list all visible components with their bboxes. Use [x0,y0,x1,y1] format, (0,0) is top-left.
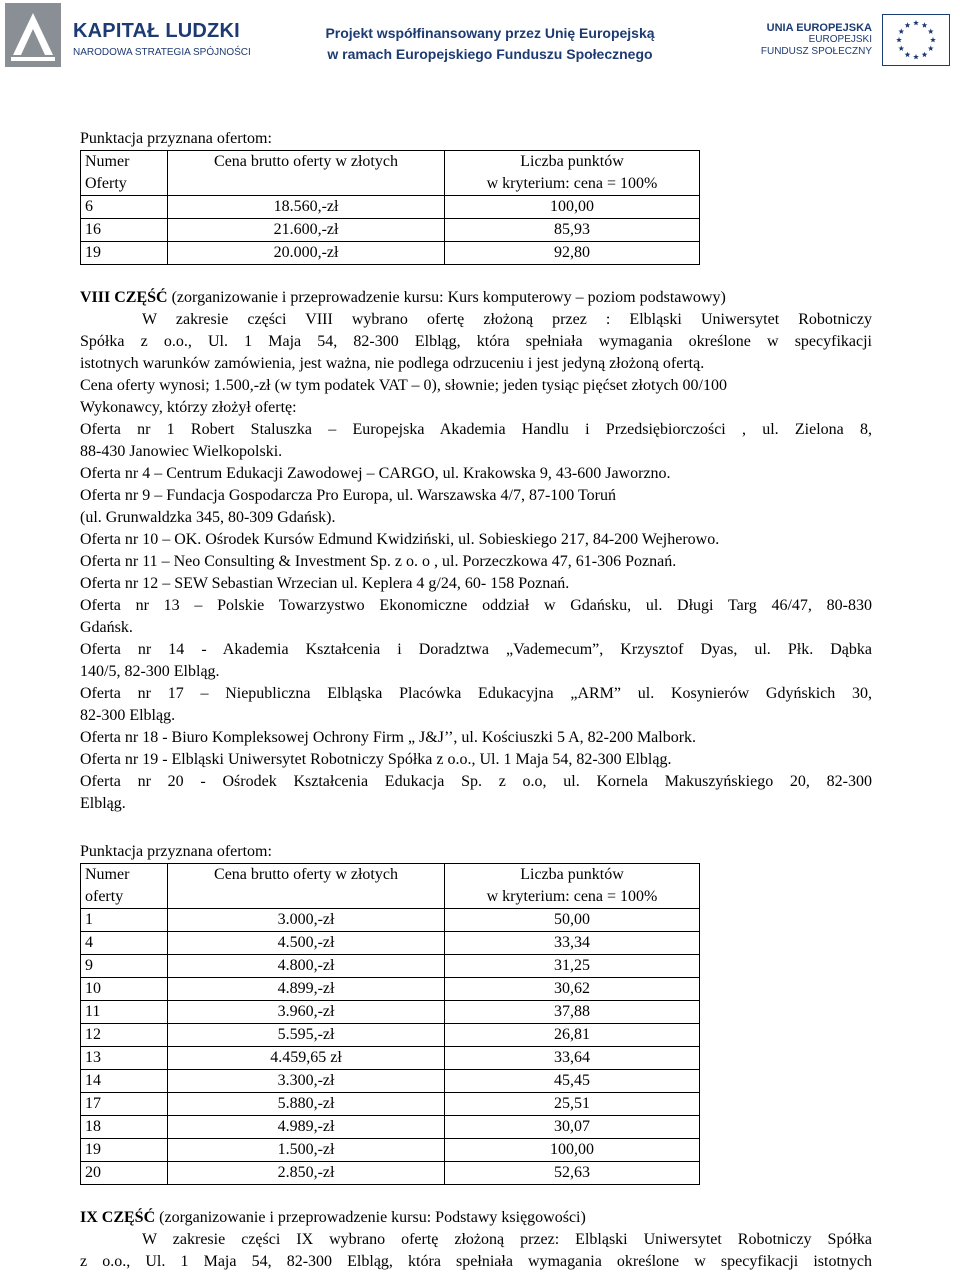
eu-line-3: FUNDUSZ SPOŁECZNY [760,46,872,57]
cell-points: 92,80 [445,242,700,265]
section9-heading-bold: IX CZĘŚĆ [80,1209,156,1226]
offer-line: Oferta nr 1 Robert Staluszka – Europejska Akademia Handlu i Przedsiębiorczości , ul. Zielona 8, [80,421,872,438]
offer-line: Oferta nr 9 – Fundacja Gospodarcza Pro Europa, ul. Warszawska 4/7, 87-100 Toruń [80,487,616,504]
cell-offer-number: 4 [81,932,168,955]
table-row [81,1116,700,1139]
section9-para-line: W zakresie części IX wybrano ofertę złożoną przez: Elbląski Uniwersytet Robotniczy Spółka [142,1231,872,1248]
funding-line-2: w ramach Europejskiego Funduszu Społecznego [327,46,653,62]
offer-line: 88-430 Janowiec Wielkopolski. [80,443,283,460]
header-text: oferty [85,888,124,905]
section8-para-line: W zakresie części VIII wybrano ofertę złożoną przez : Elbląski Uniwersytet Robotniczy [142,311,872,328]
cell-price: 4.800,-zł [168,955,445,978]
offer-line: Oferta nr 17 – Niepubliczna Elbląska Placówka Edukacyjna „ARM” ul. Kosynierów Gdyńskich 30, [80,685,872,702]
offer-line: Oferta nr 12 – SEW Sebastian Wrzecian ul. Keplera 4 g/24, 60- 158 Poznań. [80,575,570,592]
table-row [81,1139,700,1162]
section8-price-line: Cena oferty wynosi; 1.500,-zł (w tym podatek VAT – 0), słownie; jeden tysiąc pięćset złotych 00/100 [80,377,727,394]
cell-price: 21.600,-zł [168,219,445,242]
cell-offer-number: 1 [81,909,168,932]
header-text: Liczba punktów [520,153,624,170]
section9-heading [80,1207,872,1229]
cell-offer-number: 19 [81,1139,168,1162]
cell-offer-number: 17 [81,1093,168,1116]
table-row [81,932,700,955]
table-row [81,219,700,242]
cell-points: 37,88 [445,1001,700,1024]
header-text: Liczba punktów [520,866,624,883]
offer-line: (ul. Grunwaldzka 345, 80-309 Gdańsk). [80,509,336,526]
cell-points: 85,93 [445,219,700,242]
section9-heading-rest: (zorganizowanie i przeprowadzenie kursu: Podstawy księgowości) [155,1209,586,1226]
offers-list [80,419,872,815]
eu-line-2: EUROPEJSKI [808,34,872,45]
cell-price: 18.560,-zł [168,196,445,219]
eu-label [722,22,872,58]
table-row [81,1001,700,1024]
offer-line: Gdańsk. [80,619,133,636]
logo-title: KAPITAŁ LUDZKI [73,20,240,42]
offer-line: Oferta nr 10 – OK. Ośrodek Kursów Edmund Kwidziński, ul. Sobieskiego 217, 84-200 Wejherowo. [80,531,720,548]
cell-price: 4.459,65 zł [168,1047,445,1070]
cell-price: 3.000,-zł [168,909,445,932]
cell-price: 1.500,-zł [168,1139,445,1162]
cell-points: 50,00 [445,909,700,932]
scores-table-1 [80,150,700,265]
header-points [445,151,700,196]
cell-price: 4.899,-zł [168,978,445,1001]
cell-offer-number: 14 [81,1070,168,1093]
offer-line: Oferta nr 18 - Biuro Kompleksowej Ochrony Firm „ J&J’’, ul. Kościuszki 5 A, 82-200 Malbork. [80,729,697,746]
project-funding-note [300,23,680,65]
eu-flag-icon [882,14,950,66]
offer-line: Oferta nr 20 - Ośrodek Kształcenia Edukacja Sp. z o.o, ul. Kornela Makuszyńskiego 20, 82-300 [80,773,872,790]
header-offer-number [81,151,168,196]
kapital-ludzki-logo-icon [5,3,61,67]
cell-points: 30,62 [445,978,700,1001]
cell-points: 100,00 [445,196,700,219]
cell-offer-number: 10 [81,978,168,1001]
table-row [81,1047,700,1070]
cell-offer-number: 18 [81,1116,168,1139]
eu-line-1: UNIA EUROPEJSKA [766,22,872,34]
table-row [81,1024,700,1047]
cell-price: 5.880,-zł [168,1093,445,1116]
section8-heading-bold: VIII CZĘŚĆ [80,289,168,306]
section8-heading-rest: (zorganizowanie i przeprowadzenie kursu: Kurs komputerowy – poziom podstawowy) [167,289,726,306]
header-text: Oferty [85,175,127,192]
funding-line-1: Projekt współfinansowany przez Unię Europejską [325,25,655,41]
offer-line: Oferta nr 19 - Elbląski Uniwersytet Robotniczy Spółka z o.o., Ul. 1 Maja 54, 82-300 Elbląg. [80,751,672,768]
header-offer-number [81,864,168,909]
cell-points: 45,45 [445,1070,700,1093]
cell-offer-number: 6 [81,196,168,219]
document-body [80,128,872,1273]
header-text: w kryterium: cena = 100% [486,888,658,905]
table-row [81,909,700,932]
cell-offer-number: 20 [81,1162,168,1185]
cell-price: 20.000,-zł [168,242,445,265]
header-price: Cena brutto oferty w złotych [168,864,445,909]
cell-price: 4.500,-zł [168,932,445,955]
table-row [81,955,700,978]
cell-price: 2.850,-zł [168,1162,445,1185]
table-row [81,978,700,1001]
cell-price: 4.989,-zł [168,1116,445,1139]
table-row [81,1162,700,1185]
offer-line: 82-300 Elbląg. [80,707,176,724]
kapital-ludzki-logo [5,3,265,67]
section8-para-line: Spółka z o.o., Ul. 1 Maja 54, 82-300 Elbląg, która spełniała wymagania określone w specyfikacji [80,333,872,350]
page-header [0,0,960,82]
section8-para-line: istotnych warunków zamówienia, jest ważna, nie podlega odrzuceniu i jest jedyną złożoną ofertą. [80,355,705,372]
cell-points: 100,00 [445,1139,700,1162]
table-row [81,242,700,265]
table-header-row [81,864,700,909]
offer-line: Oferta nr 13 – Polskie Towarzystwo Ekonomiczne oddział w Gdańsku, ul. Długi Targ 46/47, 80-830 [80,597,872,614]
table-row [81,1070,700,1093]
table-header-row [81,151,700,196]
logo-subtitle: NARODOWA STRATEGIA SPÓJNOŚCI [73,47,251,58]
header-text: Numer [85,866,130,883]
cell-points: 26,81 [445,1024,700,1047]
cell-points: 33,64 [445,1047,700,1070]
scores-table-2 [80,863,700,1185]
offer-line: Oferta nr 4 – Centrum Edukacji Zawodowej – CARGO, ul. Krakowska 9, 43-600 Jaworzno. [80,465,671,482]
offer-line: Elbląg. [80,795,126,812]
cell-offer-number: 9 [81,955,168,978]
cell-points: 30,07 [445,1116,700,1139]
section9-para-line: z o.o., Ul. 1 Maja 54, 82-300 Elbląg, która spełniała wymagania określone w specyfikacji istotnych [80,1253,872,1270]
cell-points: 31,25 [445,955,700,978]
table2-caption: Punktacja przyznana ofertom: [80,843,272,860]
section8-heading [80,287,872,309]
table1-caption: Punktacja przyznana ofertom: [80,130,272,147]
header-price: Cena brutto oferty w złotych [168,151,445,196]
table-row [81,1093,700,1116]
header-text: w kryterium: cena = 100% [486,175,658,192]
cell-offer-number: 13 [81,1047,168,1070]
cell-price: 3.300,-zł [168,1070,445,1093]
cell-points: 25,51 [445,1093,700,1116]
cell-points: 52,63 [445,1162,700,1185]
cell-offer-number: 11 [81,1001,168,1024]
offer-line: 140/5, 82-300 Elbląg. [80,663,220,680]
cell-price: 5.595,-zł [168,1024,445,1047]
cell-offer-number: 19 [81,242,168,265]
table-row [81,196,700,219]
offer-line: Oferta nr 14 - Akademia Kształcenia i Doradztwa „Vademecum”, Krzysztof Dyas, ul. Płk. Dąbka [80,641,872,658]
cell-offer-number: 12 [81,1024,168,1047]
cell-points: 33,34 [445,932,700,955]
header-points [445,864,700,909]
cell-offer-number: 16 [81,219,168,242]
offer-line: Oferta nr 11 – Neo Consulting & Investment Sp. z o. o , ul. Porzeczkowa 47, 61-306 Poznań. [80,553,677,570]
contractors-label: Wykonawcy, którzy złożył ofertę: [80,399,297,416]
cell-price: 3.960,-zł [168,1001,445,1024]
header-text: Numer [85,153,130,170]
